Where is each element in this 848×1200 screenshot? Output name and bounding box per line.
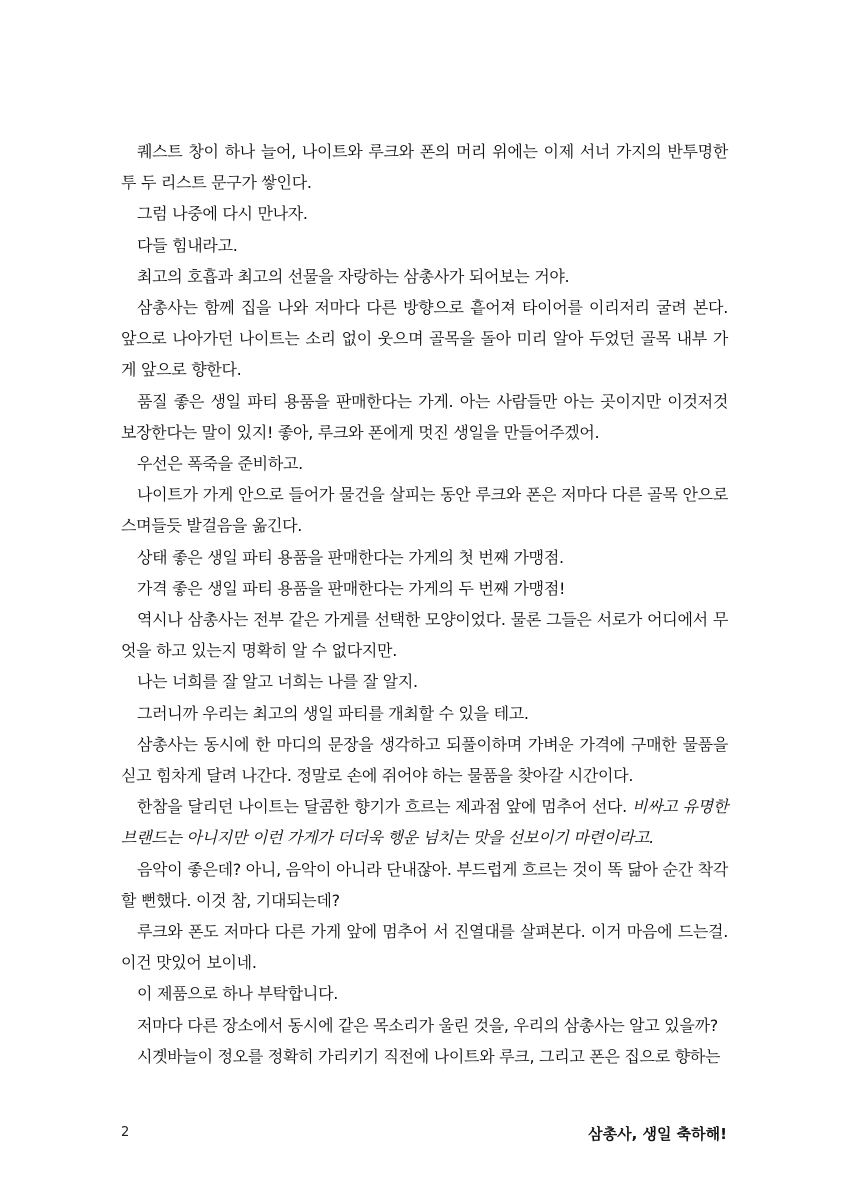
paragraph <box>121 729 728 791</box>
paragraph-text: 삼총사는 동시에 한 마디의 문장을 생각하고 되풀이하며 가벼운 가격에 구매한 물품을 싣고 힘차게 달려 나간다. 정말로 손에 쥐어야 하는 물품을 찾아갈 시간이다. <box>121 734 728 786</box>
paragraph <box>121 386 728 448</box>
paragraph-text: 퀘스트 창이 하나 늘어, 나이트와 루크와 폰의 머리 위에는 이제 서너 가지의 반투명한 투 두 리스트 문구가 쌓인다. <box>121 142 728 193</box>
paragraph <box>121 698 728 729</box>
paragraph <box>121 573 728 604</box>
paragraph-text: 시곗바늘이 정오를 정확히 가리키기 직전에 나이트와 루크, 그리고 폰은 집으로 향하는 <box>137 1046 721 1066</box>
paragraph-text: 음악이 좋은데? 아니, 음악이 아니라 단내잖아. 부드럽게 흐르는 것이 똑 닮아 순간 착각할 뻔했다. 이것 참, 기대되는데? <box>121 859 728 910</box>
paragraph <box>121 261 728 292</box>
paragraph-text: 삼총사는 함께 집을 나와 저마다 다른 방향으로 흩어져 타이어를 이리저리 굴려 본다. 앞으로 나아가던 나이트는 소리 없이 웃으며 골목을 돌아 미리 알아 두었던 골목 내부 가게 앞으로 향한다. <box>121 298 728 380</box>
paragraph-text: 루크와 폰도 저마다 다른 가게 앞에 멈추어 서 진열대를 살펴본다. 이거 마음에 드는걸. 이건 맛있어 보이네. <box>121 922 728 973</box>
paragraph-text: 역시나 삼총사는 전부 같은 가게를 선택한 모양이었다. 물론 그들은 서로가 어디에서 무엇을 하고 있는지 명확히 알 수 없다지만. <box>121 610 728 661</box>
paragraph-text: 다들 힘내라고. <box>137 235 238 255</box>
paragraph <box>121 854 728 916</box>
paragraph-text: 나이트가 가게 안으로 들어가 물건을 살피는 동안 루크와 폰은 저마다 다른 골목 안으로 스며들듯 발걸음을 옮긴다. <box>121 485 728 536</box>
paragraph-text: 저마다 다른 장소에서 동시에 같은 목소리가 울린 것을, 우리의 삼총사는 알고 있을까? <box>137 1015 718 1035</box>
paragraph <box>121 791 728 853</box>
paragraph-text: 우선은 폭죽을 준비하고. <box>137 454 303 474</box>
paragraph <box>121 136 728 198</box>
paragraph <box>121 198 728 229</box>
paragraph-text: 이 제품으로 하나 부탁합니다. <box>137 984 339 1004</box>
running-title: 삼총사, 생일 축하해! <box>588 1125 727 1143</box>
paragraph <box>121 448 728 479</box>
paragraph-text: 품질 좋은 생일 파티 용품을 판매한다는 가게. 아는 사람들만 아는 곳이지만 이것저것 보장한다는 말이 있지! 좋아, 루크와 폰에게 멋진 생일을 만들어주겠어. <box>121 391 728 442</box>
paragraph <box>121 479 728 541</box>
body-text <box>121 136 728 1072</box>
paragraph <box>121 916 728 978</box>
paragraph <box>121 1041 728 1072</box>
paragraph <box>121 1010 728 1041</box>
paragraph <box>121 978 728 1009</box>
paragraph <box>121 666 728 697</box>
paragraph-text: 가격 좋은 생일 파티 용품을 판매한다는 가게의 두 번째 가맹점! <box>137 578 566 598</box>
italic-text: 비싸고 유명한 브랜드는 아니지만 이런 가게가 더더욱 행운 넘치는 맛을 선보이기 마련이라고. <box>121 797 728 848</box>
paragraph-text: 그러니까 우리는 최고의 생일 파티를 개최할 수 있을 테고. <box>137 703 529 723</box>
page-number: 2 <box>121 1125 130 1140</box>
paragraph <box>121 604 728 666</box>
paragraph-text: 그럼 나중에 다시 만나자. <box>137 204 308 224</box>
paragraph-text: 상태 좋은 생일 파티 용품을 판매한다는 가게의 첫 번째 가맹점. <box>137 547 564 567</box>
paragraph <box>121 542 728 573</box>
paragraph-text: 한참을 달리던 나이트는 달콤한 향기가 흐르는 제과점 앞에 멈추어 선다. <box>137 797 632 817</box>
paragraph <box>121 292 728 386</box>
paragraph-text: 나는 너희를 잘 알고 너희는 나를 잘 알지. <box>137 672 418 692</box>
paragraph-text: 최고의 호흡과 최고의 선물을 자랑하는 삼총사가 되어보는 거야. <box>137 266 570 286</box>
paragraph <box>121 230 728 261</box>
